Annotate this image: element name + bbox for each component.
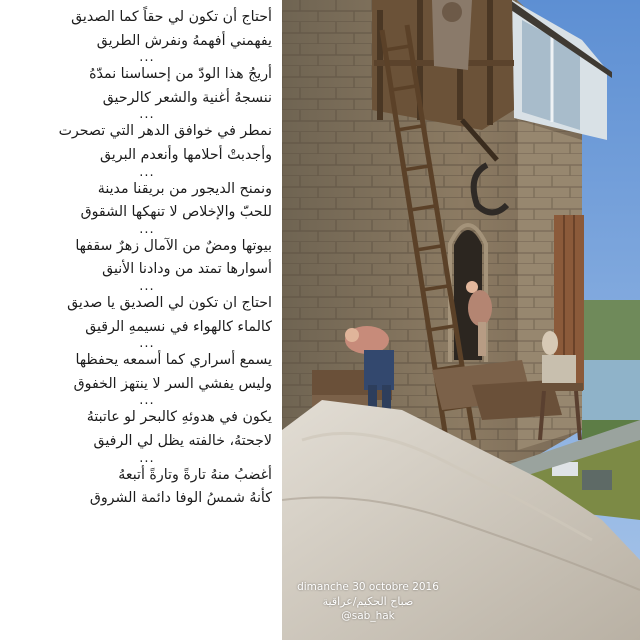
poem-stanza (0, 63, 282, 110)
poem-line: يسمع أسراري كما أسمعه يحفظها (75, 352, 272, 369)
poem-line: أغضبُ منهُ تارةً وتارةً أتبعهُ (118, 466, 272, 483)
poem-line: وليس يفشي السر لا ينتهز الخفوق (73, 375, 272, 392)
tower-photo (282, 0, 640, 640)
stanza-separator: ... (139, 221, 155, 237)
poem-line: لاجحتهُ، خالفته يظل لي الرفيق (93, 432, 272, 449)
poem-line: للحبّ والإخلاص لا تنهكها الشقوق (80, 204, 272, 221)
poem-stanza (0, 292, 282, 339)
poem-stanza (0, 235, 282, 282)
poem-stanza (0, 464, 282, 511)
stanza-separator: ... (139, 164, 155, 180)
poem-line: أريجُ هذا الودّ من إحساسنا نمدّهُ (89, 66, 272, 83)
caption-signature: صباح الحكيم/عراقية (322, 595, 414, 608)
stanza-separator: ... (139, 278, 155, 294)
stanza-separator: ... (139, 50, 155, 66)
poem-line: بيوتها ومضٌ من الآمال زهرٌ سقفها (75, 237, 272, 254)
caption-date: dimanche 30 octobre 2016 (297, 581, 439, 593)
poem-line: يفهمني أفهمهُ ونفرش الطريق (96, 32, 272, 49)
poem-line: نمطر في خوافق الدهر التي تصحرت (58, 123, 272, 140)
poem-line: احتاج ان تكون لي الصديق يا صديق (67, 294, 272, 311)
poem-line: كالماء كالهواء في نسيمهِ الرقيق (85, 318, 272, 335)
poem-line: وأجدبتْ أحلامها وأنعدم البريق (99, 146, 272, 163)
poem-stanza (0, 6, 282, 53)
photo-caption (282, 580, 454, 623)
poem-panel (0, 0, 282, 640)
poem-stanza (0, 120, 282, 167)
poem-line: كأنهُ شمسُ الوفا دائمة الشروق (89, 490, 272, 507)
poem-stanza (0, 406, 282, 453)
poem-line: ونمنح الديجور من بريقنا مدينة (97, 180, 272, 197)
stanza-separator: ... (139, 450, 155, 466)
caption-handle: @sab_hak (341, 610, 395, 622)
poem-line: أحتاج أن تكون لي حقاً كما الصديق (71, 9, 272, 25)
poem-stanza (0, 178, 282, 225)
poem-line: ننسجهُ أغنية والشعر كالرحيق (102, 89, 272, 106)
stanza-separator: ... (139, 107, 155, 123)
poem-line: يكون في هدوئهِ كالبحر لو عاتبتهُ (86, 409, 272, 426)
poem-stanza (0, 349, 282, 396)
stanza-separator: ... (139, 393, 155, 409)
stanza-separator: ... (139, 336, 155, 352)
poem-line: أسوارها تمتد من ودادنا الأنيق (102, 261, 272, 278)
